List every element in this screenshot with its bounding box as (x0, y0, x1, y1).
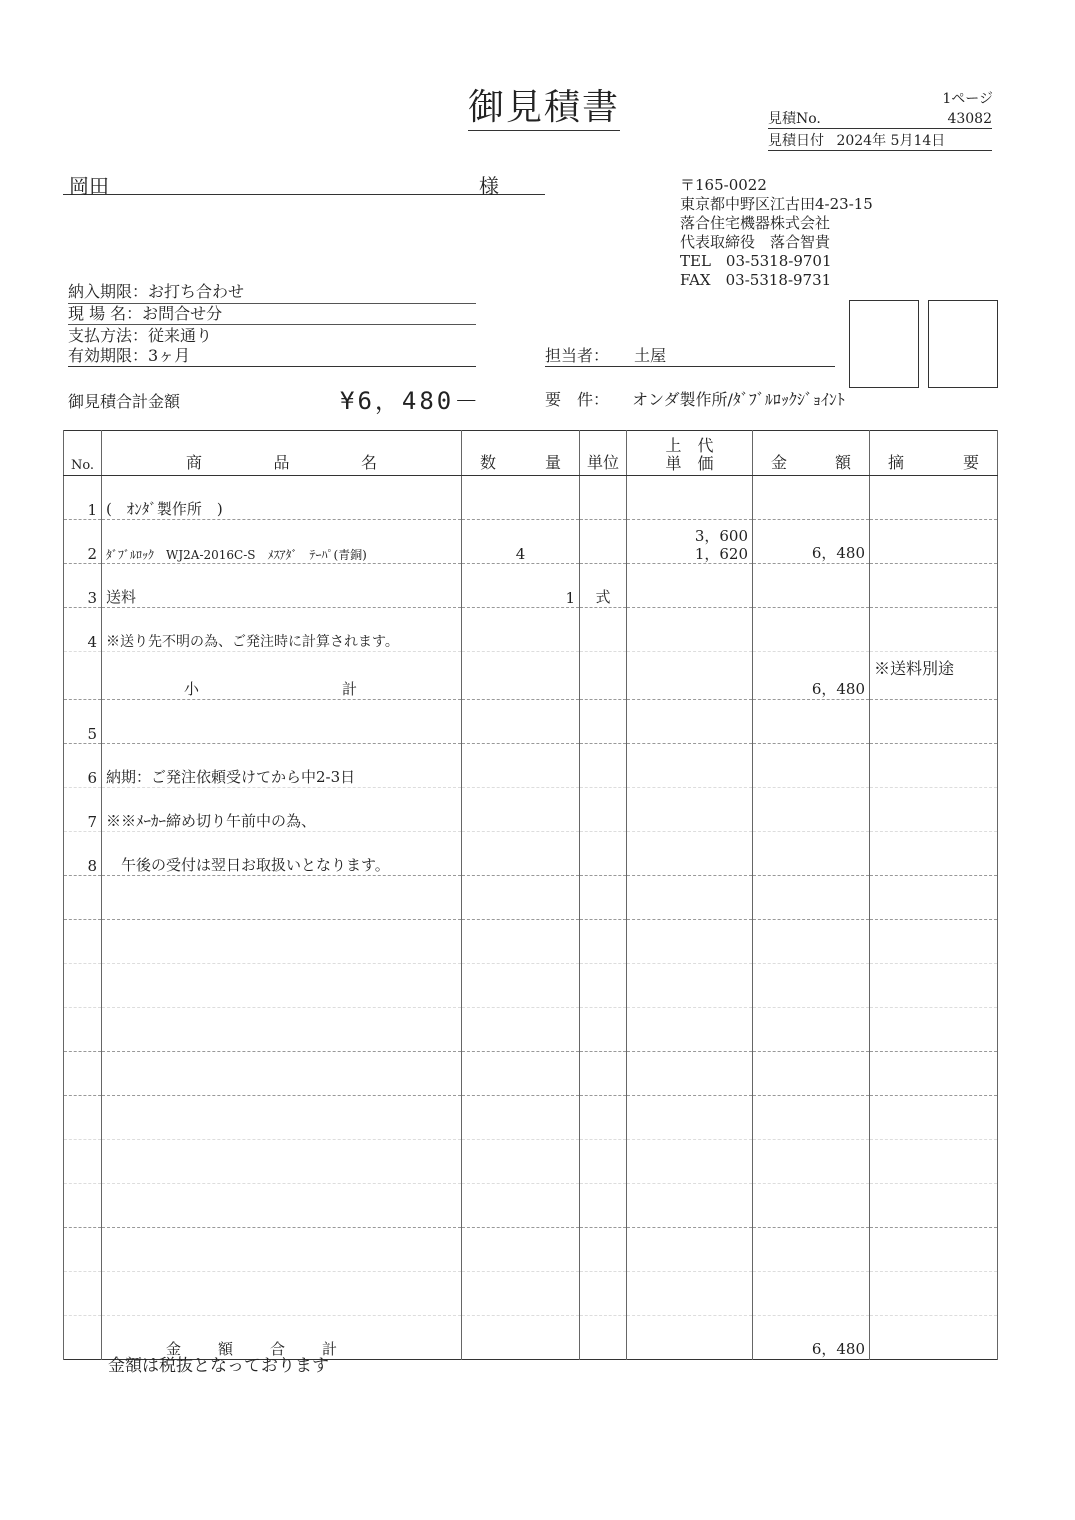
stamp-box (849, 300, 919, 388)
header-unit: 単位 (580, 431, 627, 476)
header-no: No. (64, 431, 102, 476)
customer-name: 岡田 (69, 174, 109, 198)
empty-row (64, 1184, 998, 1228)
table-row: 5 (64, 700, 998, 744)
subtotal-row: 小 計 6，480 ※送料別途 (64, 652, 998, 700)
company-block (680, 176, 873, 290)
estimate-number (768, 110, 992, 129)
company-postal: 〒165-0022 (680, 176, 767, 194)
page-number: 1ページ (942, 91, 993, 107)
empty-row (64, 1008, 998, 1052)
subject-label: 要 件： (545, 390, 610, 409)
payment-term: 支払方法：従来通り (68, 326, 213, 345)
header-amount: 金 額 (753, 431, 870, 476)
grand-total-amount: 6，480 (753, 1316, 870, 1360)
validity-term: 有効期限：3ヶ月 (68, 346, 476, 367)
person-label: 担当者： (545, 346, 610, 365)
total-amount: ¥6，480－ (340, 387, 482, 415)
empty-row (64, 1140, 998, 1184)
person-name: 土屋 (634, 346, 667, 365)
delivery-term: 納入期限：お打ち合わせ (68, 282, 245, 301)
table-row: 8 午後の受付は翌日お取扱いとなります。 (64, 832, 998, 876)
empty-row (64, 1272, 998, 1316)
table-row: 4 ※送り先不明の為、ご発注時に計算されます。 (64, 608, 998, 652)
empty-row (64, 876, 998, 920)
table-row: 3 送料 1 式 (64, 564, 998, 608)
header-unit-price: 単 価 (665, 454, 714, 473)
table-row: 6 納期：ご発注依頼受けてから中2-3日 (64, 744, 998, 788)
header-list-price: 上 代 (665, 436, 714, 455)
estimate-number-value: 43082 (947, 111, 992, 127)
total-label: 御見積合計金額 (68, 392, 181, 411)
grand-total-row: 金 額 合 計 6，480 (64, 1316, 998, 1360)
company-fax: FAX 03-5318-9731 (680, 271, 832, 289)
estimate-date-value: 2024年 5月14日 (836, 133, 946, 149)
header-quantity: 数 量 (462, 431, 580, 476)
table-row: 2 ﾀﾞﾌﾞﾙﾛｯｸ WJ2A-2016C-S ﾒｽｱﾀﾞ ﾃｰﾊﾟ(青銅) 4 3，600 1，620 6，480 (64, 520, 998, 564)
company-tel: TEL 03-5318-9701 (680, 252, 832, 270)
header-note: 摘 要 (870, 431, 998, 476)
subject-value: オンダ製作所/ﾀﾞﾌﾞﾙﾛｯｸｼﾞｮｲﾝﾄ (632, 390, 845, 409)
empty-row (64, 1052, 998, 1096)
empty-row (64, 964, 998, 1008)
estimate-date (768, 132, 992, 151)
customer-honorific: 様 (479, 174, 499, 198)
table-row: 1 ( ｵﾝﾀﾞ製作所 ) (64, 476, 998, 520)
stamp-box (928, 300, 998, 388)
header-price (627, 431, 753, 476)
company-name: 落合住宅機器株式会社 (680, 214, 831, 232)
table-header (64, 431, 998, 476)
company-representative: 代表取締役 落合智貴 (680, 233, 831, 251)
company-address: 東京都中野区江古田4-23-15 (680, 195, 873, 213)
site-name: 現 場 名：お問合せ分 (68, 303, 476, 325)
table-row: 7 ※※ﾒｰｶｰ締め切り午前中の為、 (64, 788, 998, 832)
customer-line (63, 170, 545, 198)
person-in-charge (545, 346, 835, 367)
subject (545, 390, 845, 410)
estimate-date-label: 見積日付 (768, 133, 824, 149)
document-title: 御見積書 (468, 88, 620, 131)
header-product-name: 商 品 名 (102, 431, 462, 476)
estimate-number-label: 見積No. (768, 111, 821, 127)
empty-row (64, 920, 998, 964)
tax-note: 金額は税抜となっております (108, 1356, 329, 1376)
empty-row (64, 1228, 998, 1272)
estimate-table (63, 430, 998, 1360)
empty-row (64, 1096, 998, 1140)
